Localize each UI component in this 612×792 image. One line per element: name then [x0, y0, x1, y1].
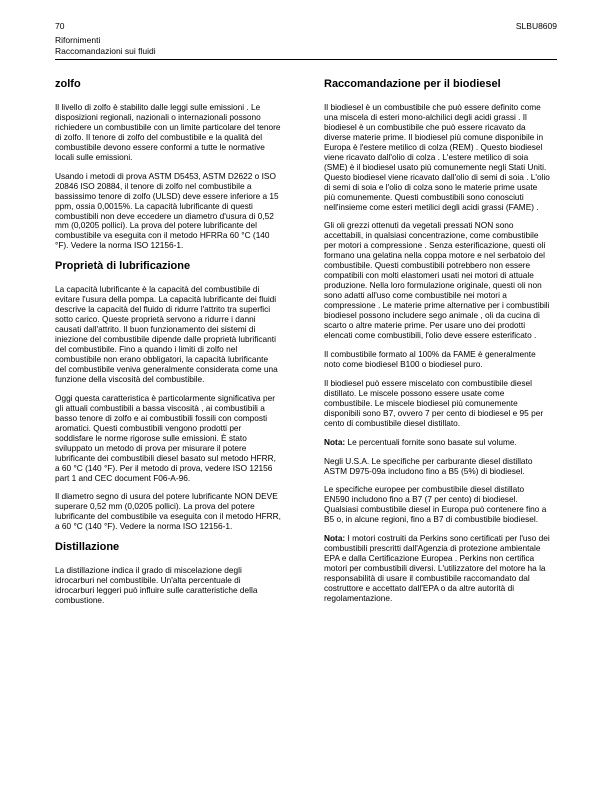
zolfo-paragraph: Usando i metodi di prova ASTM D5453, ASTM D2622 o ISO 20846 ISO 20884, il tenore di zolfo nel combustibile a bassissimo tenore di zolfo (ULSD) deve essere inferiore a 15 ppm, ossia 0,0015%. La capacità lubrificante di questi combustibili non deve eccedere un diametro d'usura di 0,52 mm (0,0205 pollici). La prova del potere lubrificante del combustibile va eseguita con il metodo HFRRa 60 °C (140 °F). Vedere la norma ISO 12156-1.: [55, 170, 279, 251]
page-number: 70: [55, 21, 65, 31]
subsection-title: Raccomandazioni sui fluidi: [55, 45, 156, 56]
note-text: Le percentuali fornite sono basate sul volume.: [345, 436, 517, 447]
breadcrumb: [55, 35, 156, 56]
note-text: I motori costruiti da Perkins sono certificati per l'uso dei combustibili prescritti dall'Agenzia di protezione ambientale EPA e dalla Certificazione Europea . Perkins non certifica motori per combustibili diversi. L'utilizzatore del motore ha la responsabilità di usare il combustibile raccomandato dal costruttore e accettato dall'EPA o da altre autorità di regolamentazione.: [324, 533, 550, 603]
distillazione-heading: Distillazione: [55, 541, 120, 554]
biodiesel-paragraph: Le specifiche europee per combustibile diesel distillato EN590 includono fino a B7 (7 per cento) di biodiesel. Qualsiasi combustibile diesel in Europa può contenere fino a B5 o, in alcune regioni, fino a B7 di combustibile biodiesel.: [324, 484, 547, 525]
note: [324, 534, 550, 604]
lubrificazione-paragraph: La capacità lubrificante è la capacità del combustibile di evitare l'usura della pompa. La capacità lubrificante dei fluidi descrive la capacità del fluido di ridurre l'attrito tra superfici sotto carico. Queste proprietà servono a ridurre i danni causati dall'attrito. Il buon funzionamento dei sistemi di iniezione del combustibile dipende dalle proprietà lubrificanti del combustibile. Fino a quando i limiti di zolfo nel combustibile non erano obbligatori, la capacità lubrificante del combustibile veniva generalmente considerata come una funzione della viscosità del combustibile.: [55, 284, 278, 384]
right-column: [324, 78, 550, 613]
left-column: [55, 78, 281, 615]
biodiesel-paragraph: Il biodiesel è un combustibile che può essere definito come una miscela di esteri mono-alchilici degli acidi grassi . Il biodiesel è un combustibile che può essere ricavato da diverse materie prime. Il biodiesel più comune disponibile in Europa è l'estere metilico di colza (REM) . Questo biodiesel viene ricavato dall'olio di colza . L'estere metilico di soia (SME) è il biodiesel usato più comunemente negli Stati Uniti. Questo biodiesel viene ricavato dall'olio di semi di soia . L'olio di semi di soia e l'olio di colza sono le materie prime usate più comunemente. Questi combustibili sono conosciuti nell'insieme come esteri metilici degli acidi grassi (FAME) .: [324, 102, 550, 212]
lubrificazione-heading: Proprietà di lubrificazione: [55, 260, 191, 273]
zolfo-heading: zolfo: [55, 78, 81, 90]
note: [324, 438, 550, 448]
note-label: Nota:: [324, 436, 346, 447]
lubrificazione-paragraph: Oggi questa caratteristica è particolarmente significativa per gli attuali combustibili a bassa viscosità , ai combustibili a basso tenore di zolfo e ai combustibili fossili con composti aromatici. Questi combustibili vengono prodotti per soddisfare le norme rigorose sulle emissioni. È stato sviluppato un metodo di prova per misurare il potere lubrificante dei combustibili diesel basato sul metodo HFRR, a 60 °C (140 °F). Per il metodo di prova, vedere ISO 12156 part 1 and CEC document F06-A-96.: [55, 392, 276, 483]
note-label: Nota:: [324, 533, 346, 544]
zolfo-paragraph: Il livello di zolfo è stabilito dalle leggi sulle emissioni . Le disposizioni regionali, nazionali o internazionali possono richiedere un combustibile con un limite particolare del tenore di zolfo. Il tenore di zolfo del combustibile e la qualità del combustibile devono essere conformi a tutte le normative locali sulle emissioni.: [55, 102, 281, 162]
section-title: Rifornimenti: [55, 35, 101, 45]
biodiesel-paragraph: Negli U.S.A. Le specifiche per carburante diesel distillato ASTM D975-09a includono fino a B5 (5%) di biodiesel.: [324, 455, 533, 476]
biodiesel-paragraph: Il biodiesel può essere miscelato con combustibile diesel distillato. Le miscele possono essere usate come combustibile. Le miscele biodiesel più comunemente disponibili sono B7, ovvero 7 per cento di biodiesel e 95 per cento di combustibile diesel distillato.: [324, 377, 544, 428]
header-divider: [55, 59, 557, 60]
biodiesel-heading: Raccomandazione per il biodiesel: [324, 78, 501, 90]
lubrificazione-paragraph: Il diametro segno di usura del potere lubrificante NON DEVE superare 0,52 mm (0,0205 pollici). La prova del potere lubrificante del combustibile va eseguita con il metodo HFRR, a 60 °C (140 °F). Vedere la norma ISO 12156-1.: [55, 491, 281, 532]
biodiesel-paragraph: Il combustibile formato al 100% da FAME è generalmente noto come biodiesel B100 o biodiesel puro.: [324, 348, 536, 369]
document-code: SLBU8609: [515, 21, 557, 31]
biodiesel-paragraph: Gli oli grezzi ottenuti da vegetali pressati NON sono accettabili, in qualsiasi concentrazione, come combustibile per motori a compressione . Senza esterificazione, questi oli formano una gelatina nella coppa motore e nel serbatoio del combustibile. Questi combustibili potrebbero non essere compatibili con molti elastomeri usati nei motori di attuale produzione. Nella loro formulazione originale, questi oli non sono adatti all'uso come combustibile nei motori a compressione . Le materie prime alternative per i combustibili biodiesel possono includere sego animale , oli da cucina di scarto o altre materie prime. Per usare uno dei prodotti elencati come combustibili, l'olio deve essere esterificato .: [324, 220, 550, 340]
distillazione-paragraph: La distillazione indica il grado di miscelazione degli idrocarburi nel combustibile. Un'alta percentuale di idrocarburi leggeri può influire sulle caratteristiche della combustione.: [55, 565, 258, 606]
